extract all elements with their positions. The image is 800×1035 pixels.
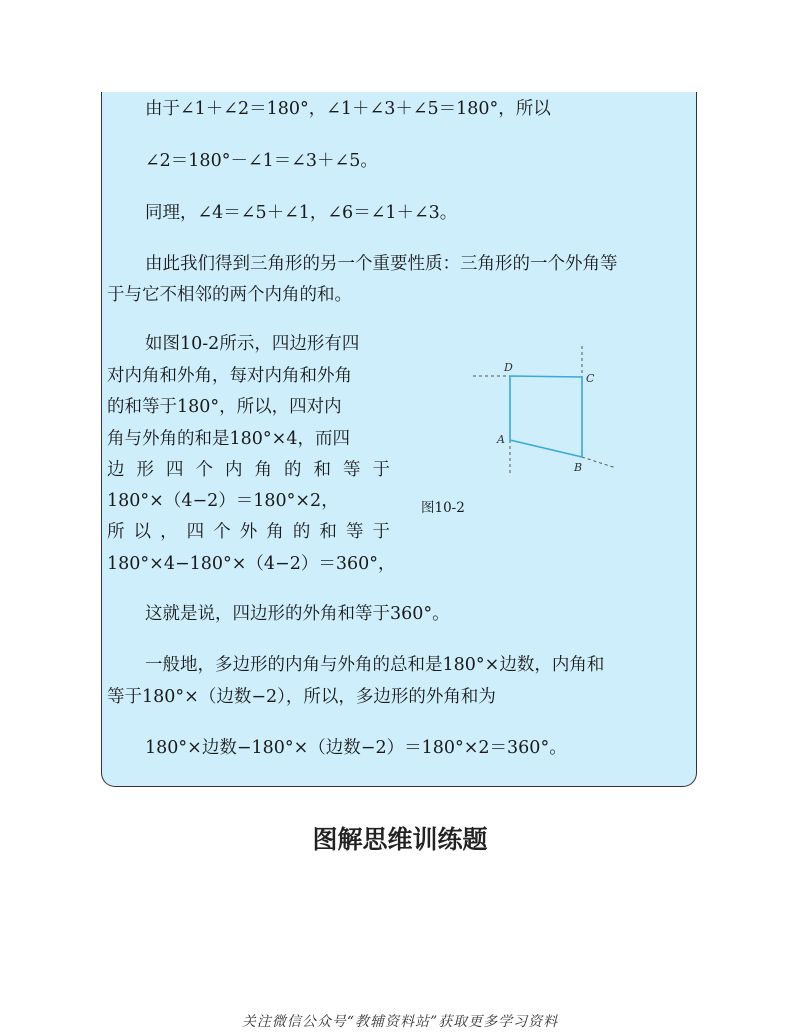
text-line-17: 180°×边数−180°×（边数−2）＝180°×2＝360°。 — [145, 738, 567, 758]
text-line-11: 180°×（4−2）＝180°×2， — [107, 491, 339, 511]
quadrilateral-abcd — [510, 376, 582, 457]
quadrilateral-figure — [468, 342, 628, 492]
text-line-13: 180°×4−180°×（4−2）＝360°， — [107, 554, 396, 574]
vertex-label-c: C — [586, 372, 595, 385]
text-line-15: 一般地，多边形的内角与外角的总和是180°×边数，内角和 — [145, 655, 605, 675]
text-line-6: 如图10-2所示，四边形有四 — [145, 334, 360, 354]
section-heading: 图解思维训练题 — [312, 825, 488, 854]
vertex-label-b: B — [574, 461, 583, 474]
text-line-4: 由此我们得到三角形的另一个重要性质：三角形的一个外角等 — [145, 254, 618, 274]
text-line-12: 所以，四个外角的和等于 — [107, 522, 390, 542]
figure-caption: 图10-2 — [421, 500, 465, 516]
extension-line-b — [582, 457, 616, 468]
text-line-9: 角与外角的和是180°×4，而四 — [107, 429, 350, 449]
text-line-2: ∠2＝180°－∠1＝∠3＋∠5。 — [145, 151, 378, 171]
text-line-5: 于与它不相邻的两个内角的和。 — [107, 285, 352, 305]
text-line-14: 这就是说，四边形的外角和等于360°。 — [145, 604, 450, 624]
footer-watermark: 关注微信公众号“教辅资料站”获取更多学习资料 — [241, 1014, 559, 1030]
vertex-label-a: A — [497, 433, 505, 446]
text-line-10: 边形四个内角的和等于 — [107, 460, 390, 480]
vertex-label-d: D — [504, 361, 513, 374]
text-line-7: 对内角和外角，每对内角和外角 — [107, 366, 352, 386]
text-line-3: 同理，∠4＝∠5＋∠1，∠6＝∠1＋∠3。 — [145, 203, 458, 223]
text-line-16: 等于180°×（边数−2），所以，多边形的外角和为 — [107, 687, 496, 707]
text-line-1: 由于∠1＋∠2＝180°，∠1＋∠3＋∠5＝180°，所以 — [145, 99, 551, 119]
text-line-8: 的和等于180°，所以，四对内 — [107, 397, 342, 417]
